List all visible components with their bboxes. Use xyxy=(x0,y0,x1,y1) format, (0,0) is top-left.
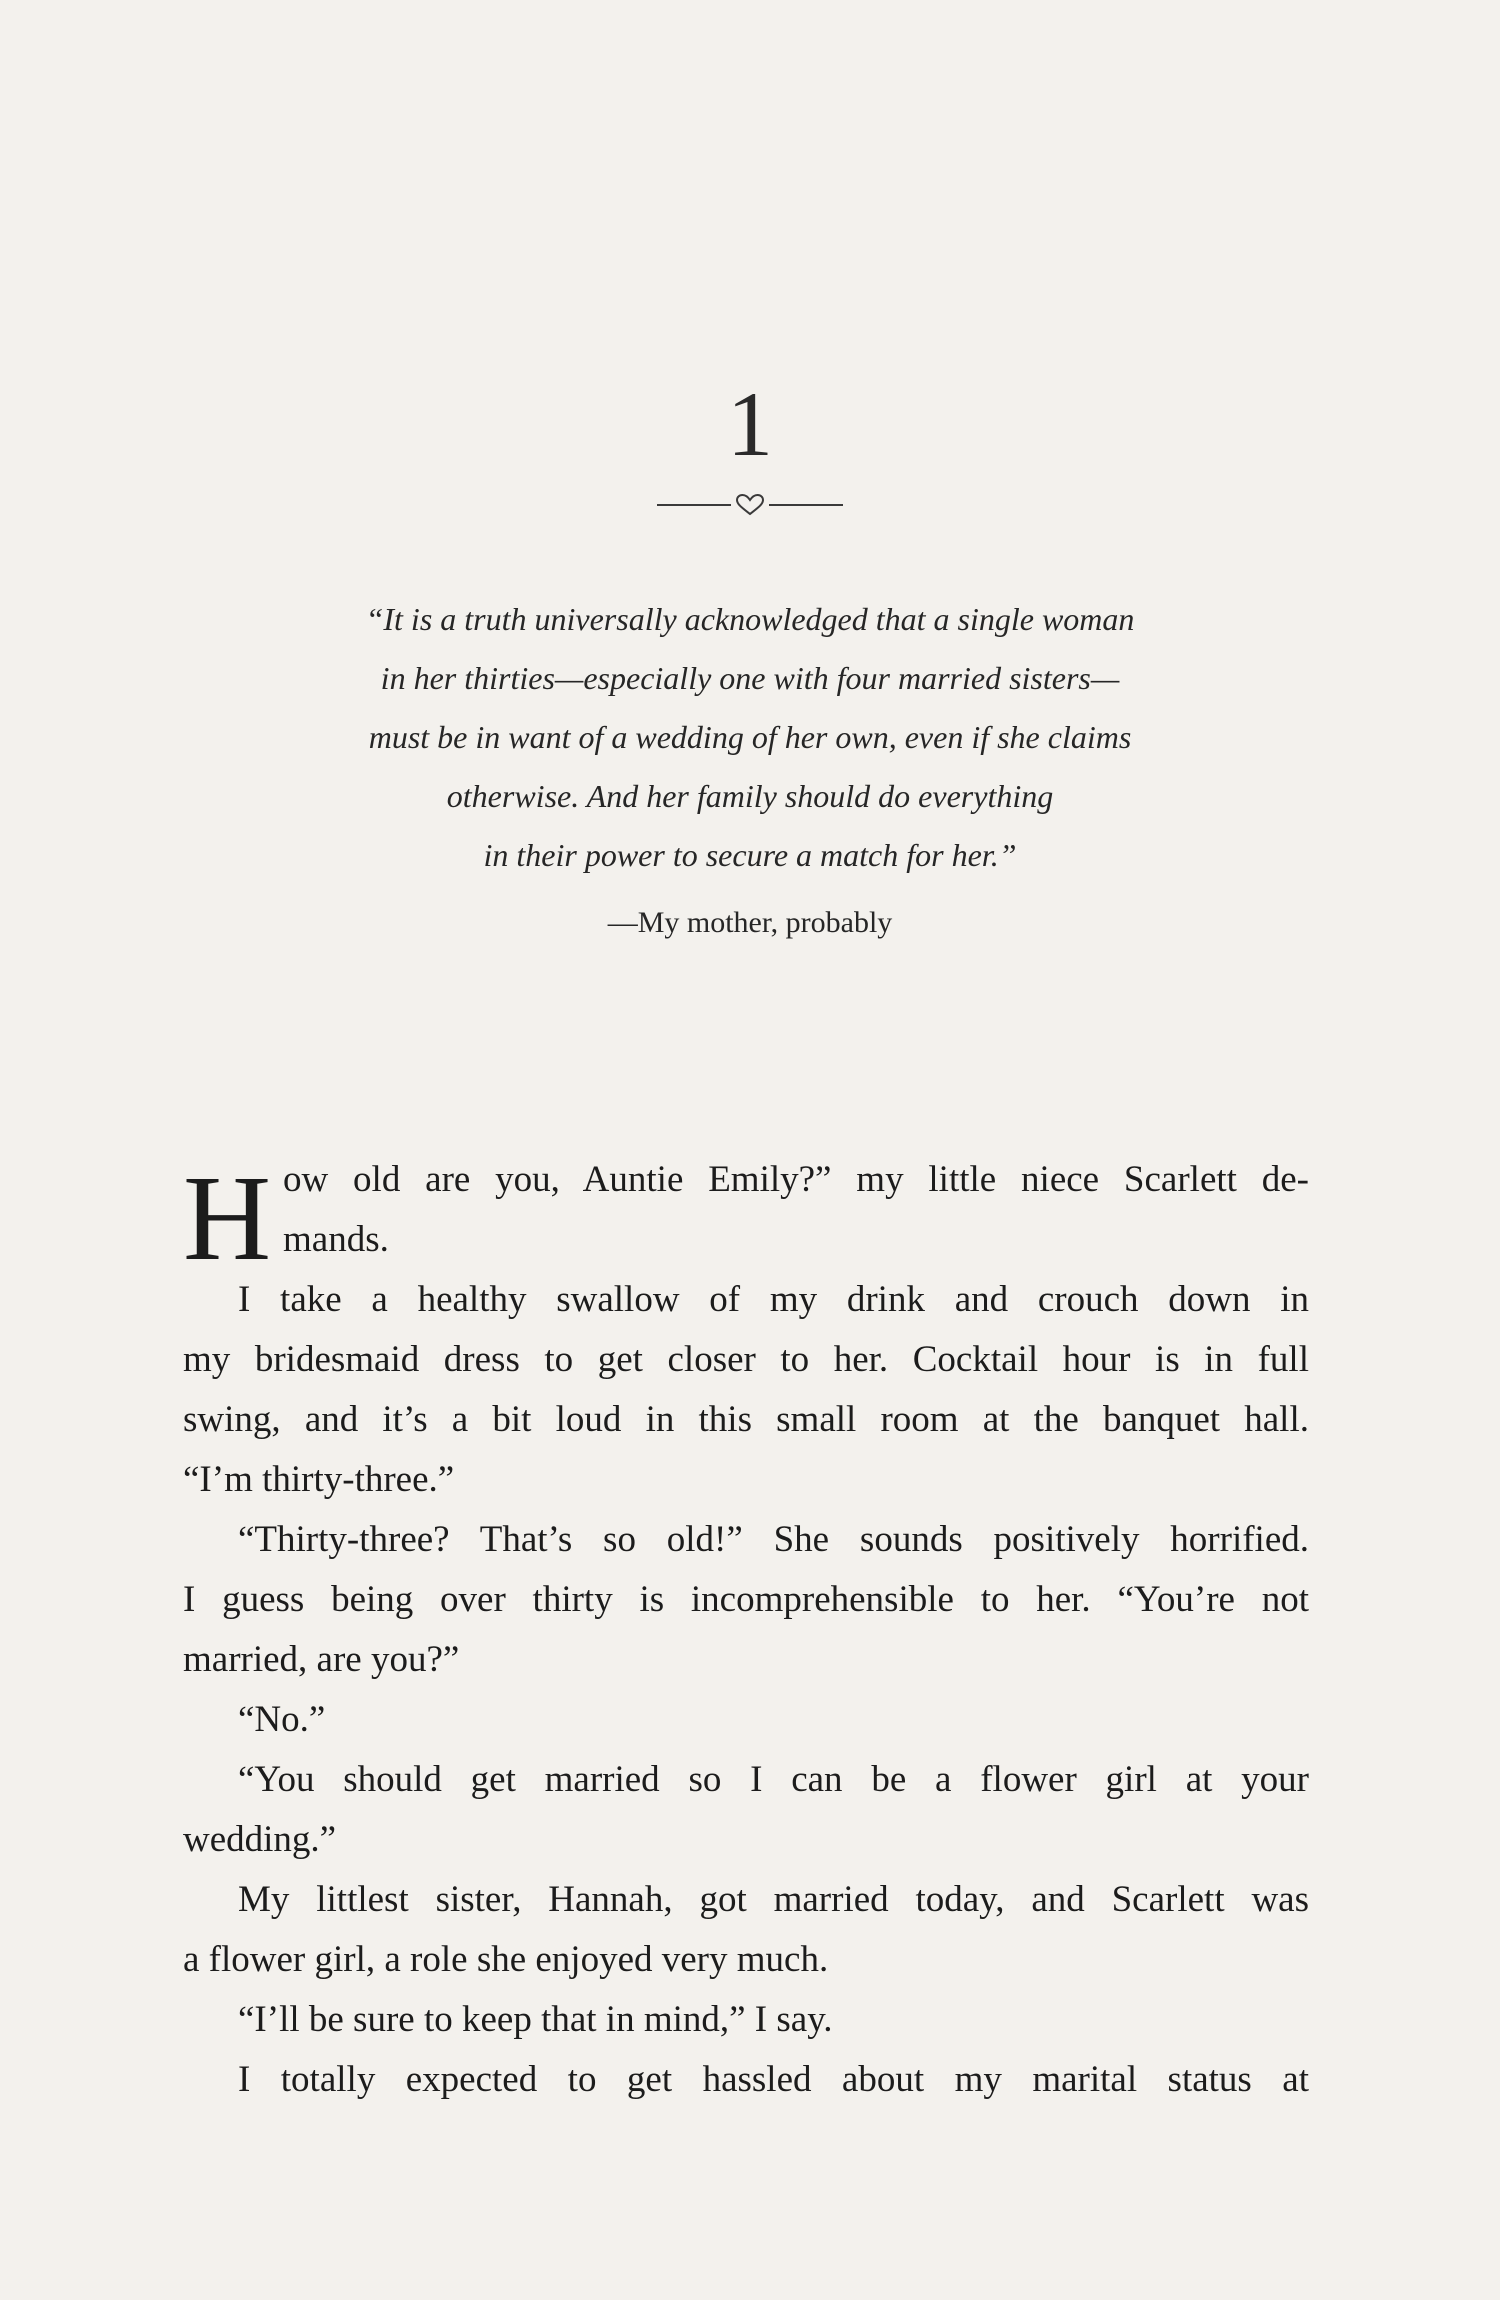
epigraph-line: must be in want of a wedding of her own, even if she claims xyxy=(368,719,1132,755)
opening-paragraph xyxy=(183,1150,1309,1286)
epigraph xyxy=(230,590,1270,885)
epigraph-line: otherwise. And her family should do everything xyxy=(446,778,1054,814)
epigraph-line: in their power to secure a match for her.” xyxy=(483,837,1017,873)
chapter-number: 1 xyxy=(727,373,773,475)
epigraph-line: in her thirties—especially one with four married sisters— xyxy=(380,660,1120,696)
body-line: “Thirty-three? That’s so old!” She sounds positively horrified. xyxy=(238,1519,1309,1560)
heart-icon xyxy=(735,494,765,516)
body-line: wedding.” xyxy=(183,1819,337,1860)
body-line: ow old are you, Auntie Emily?” my little niece Scarlett de- xyxy=(283,1159,1309,1200)
body-line: “You should get married so I can be a flower girl at your xyxy=(238,1759,1309,1800)
ornament-rule-left xyxy=(657,504,731,506)
epigraph-line: “It is a truth universally acknowledged that a single woman xyxy=(365,601,1135,637)
body-line: my bridesmaid dress to get closer to her. Cocktail hour is in full xyxy=(183,1339,1309,1380)
body-line: swing, and it’s a bit loud in this small room at the banquet hall. xyxy=(183,1399,1309,1440)
chapter-body xyxy=(183,1150,1309,2110)
body-line: My littlest sister, Hannah, got married today, and Scarlett was xyxy=(238,1879,1309,1920)
body-line: mands. xyxy=(283,1219,389,1260)
epigraph-attribution: —My mother, probably xyxy=(607,906,893,939)
chapter-ornament xyxy=(0,494,1500,516)
body-line: I totally expected to get hassled about my marital status at xyxy=(238,2059,1309,2100)
body-line: “I’m thirty-three.” xyxy=(183,1459,455,1500)
body-line: a flower girl, a role she enjoyed very much. xyxy=(183,1939,829,1980)
body-line: married, are you?” xyxy=(183,1639,460,1680)
body-line: “No.” xyxy=(238,1699,326,1740)
body-line: “I’ll be sure to keep that in mind,” I say. xyxy=(238,1999,833,2040)
body-line: I take a healthy swallow of my drink and crouch down in xyxy=(238,1279,1309,1320)
ornament-rule-right xyxy=(769,504,843,506)
drop-cap: H xyxy=(183,1151,272,1286)
body-line: I guess being over thirty is incomprehensible to her. “You’re not xyxy=(183,1579,1309,1620)
